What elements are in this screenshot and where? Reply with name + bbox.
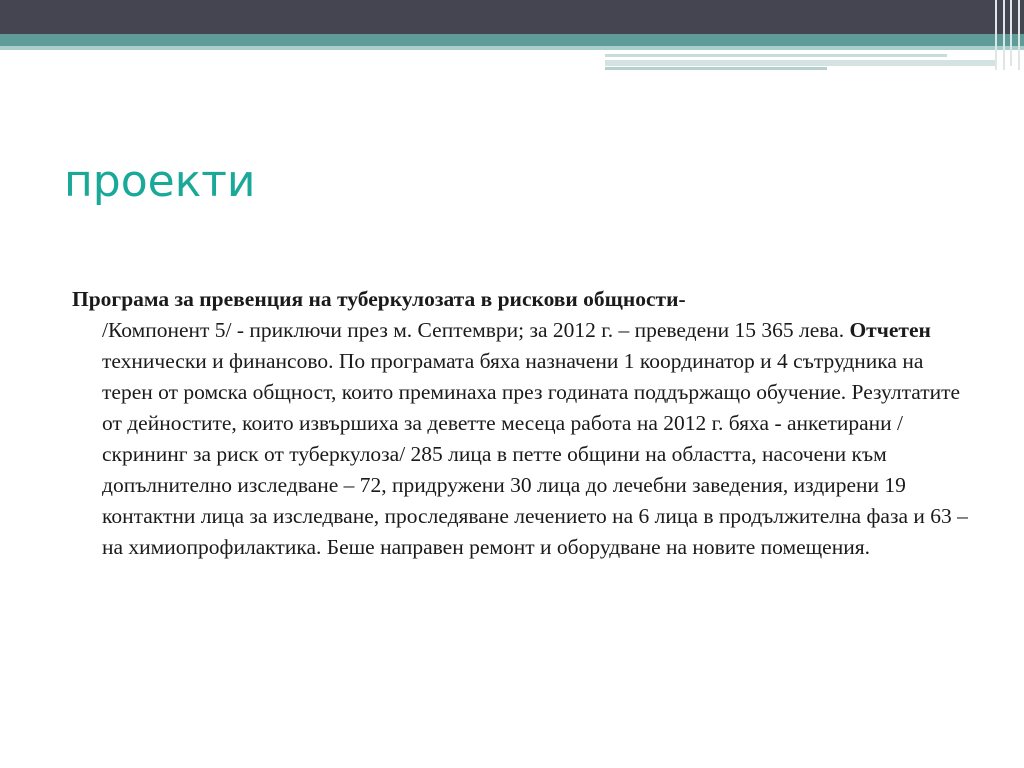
decorative-vertical-line (1003, 0, 1005, 70)
project-heading: Програма за превенция на туберкулозата в рискови общности- (72, 286, 686, 311)
paragraph-text: технически и финансово. По програмата бяха назначени 1 координатор и 4 сътрудника на терен от ромска общност, които преминаха през годината поддържащо обучение. Резултатите от дейностите, които извършиха за деветте месеца работа на 2012 г. бяха - анкетирани /скрининг за риск от туберкулоза/ 285 лица в петте общини на областта, насочени към допълнително изследване – 72, придружени 30 лица до лечебни заведения, издирени 19 контактни лица за изследване, проследяване лечението на 6 лица в продължителна фаза и 63 – на химиопрофилактика. Беше направен ремонт и оборудване на новите помещения. (102, 348, 968, 560)
slide-title: проекти (64, 156, 256, 207)
paragraph-text: /Компонент 5/ - приключи през м. Септември; за 2012 г. – преведени 15 365 лева. (102, 317, 850, 342)
project-paragraph (72, 284, 972, 564)
decorative-line (605, 54, 947, 57)
decorative-vertical-line (1018, 0, 1020, 70)
decorative-vertical-line (1010, 0, 1012, 66)
decorative-line (605, 67, 827, 70)
decorative-vertical-line (995, 0, 997, 70)
paragraph-emphasis: Отчетен (849, 317, 931, 342)
header-bar (0, 0, 1024, 34)
slide-body (72, 262, 972, 585)
header-stripe-light (0, 46, 1024, 50)
decorative-line (605, 60, 995, 66)
header-stripe (0, 34, 1024, 46)
